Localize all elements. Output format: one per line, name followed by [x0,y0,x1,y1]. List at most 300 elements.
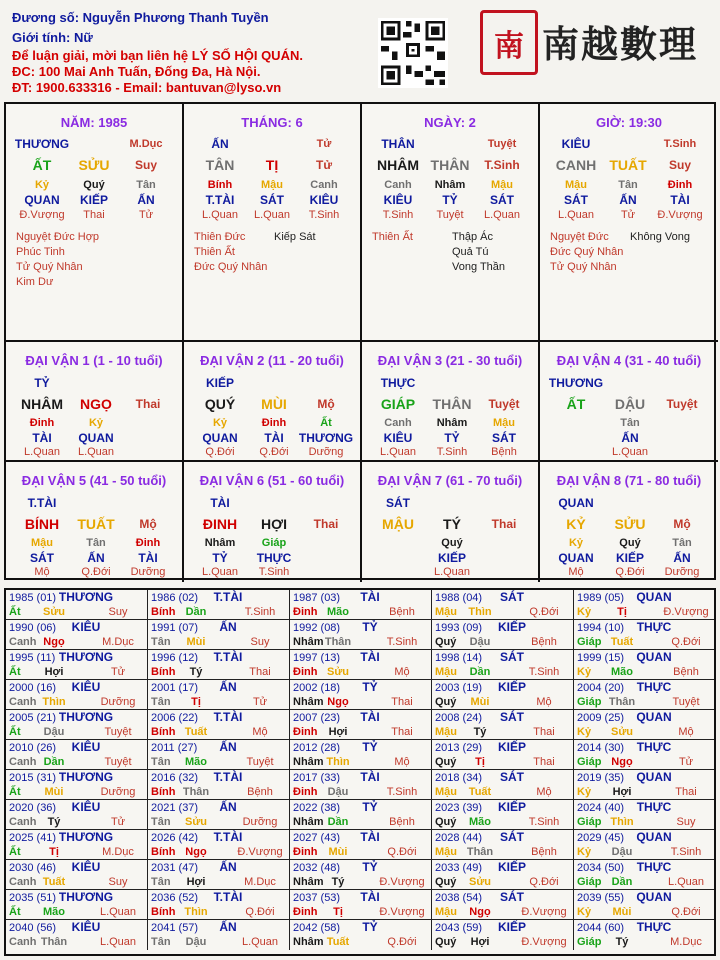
year-ten-god: SÁT [500,830,524,844]
phase-label: Tuyệt [666,397,698,411]
hidden-god: SÁT [564,193,588,207]
heavenly-stem: TÂN [205,157,235,173]
hidden-stem: Quý [83,179,105,191]
year-phase: T.Sinh [386,786,418,798]
year-branch: Tuất [42,876,66,888]
year-ten-god: KIẾP [497,800,527,814]
year-label: 1996 (12) [151,652,199,664]
hidden-phase: T.Sinh [382,209,414,221]
year-stem: Canh [9,816,37,828]
year-ten-god: KIẾP [497,620,527,634]
hidden-phase: T.Sinh [308,209,340,221]
year-cell [148,800,290,830]
year-label: 2000 (16) [9,682,57,694]
year-branch: Mão [43,906,65,918]
year-label: 2024 (40) [577,802,625,814]
year-phase: Dưỡng [100,786,136,798]
year-label: 2016 (32) [151,772,199,784]
year-cell [574,740,714,770]
year-ten-god: KIẾP [497,740,527,754]
earthly-branch: TUẤT [609,157,647,173]
year-ten-god: T.TÀI [213,650,243,664]
year-stem: Ất [9,726,21,738]
chart-table [4,102,716,580]
hidden-god: TÀI [32,431,52,445]
heavenly-stem: NHÂM [377,157,419,173]
hidden-stem: Đinh [261,417,287,429]
year-cell [574,800,714,830]
year-ten-god: THƯƠNG [58,650,114,664]
year-branch: Thân [324,636,352,648]
year-cell [148,830,290,860]
year-stem: Bính [151,786,176,798]
year-branch: Tý [47,816,61,828]
year-phase: Q.Đới [529,876,559,888]
year-branch: Tý [473,726,487,738]
hidden-phase: L.Quan [557,209,595,221]
year-branch: Tuất [468,786,492,798]
year-label: 2008 (24) [435,712,483,724]
auspicious-star: Đức Quý Nhân [550,246,624,258]
year-label: 2037 (53) [293,892,341,904]
year-stem: Giáp [577,756,602,768]
year-cell [290,890,432,920]
year-phase: Mộ [394,666,410,678]
hidden-god: QUAN [202,431,238,445]
year-phase: T.Sinh [528,816,560,828]
year-cell [6,800,148,830]
year-phase: Tử [110,816,126,828]
year-ten-god: T.TÀI [213,710,243,724]
year-ten-god: ẤN [219,620,237,634]
year-stem: Đinh [293,906,318,918]
year-cell [6,830,148,860]
year-phase: Thai [675,786,697,798]
luck-pillar-title: ĐẠI VẬN 2 (11 - 20 tuổi) [200,353,344,368]
phase-label: Thai [491,517,517,531]
year-cell [574,650,714,680]
year-branch: Thân [466,846,494,858]
year-label: 2009 (25) [577,712,625,724]
hidden-stem: Quý [619,537,641,549]
luck-pillar-title: ĐẠI VẬN 5 (41 - 50 tuổi) [21,473,167,488]
heavenly-stem: MẬU [382,516,414,532]
year-label: 2039 (55) [577,892,625,904]
year-label: 2010 (26) [9,742,57,754]
inauspicious-star: Quả Tú [452,246,489,258]
year-stem: Ất [9,606,21,618]
year-cell [574,620,714,650]
year-stem: Quý [435,756,457,768]
hidden-god: ẤN [137,193,155,207]
year-phase: Tuyệt [672,696,700,708]
year-stem: Mậu [435,726,457,738]
year-cell [6,860,148,890]
hidden-god: QUAN [78,431,114,445]
pillar-cell [540,104,718,342]
year-ten-god: KIÊU [71,740,101,754]
year-cell [148,770,290,800]
year-phase: Mộ [536,696,552,708]
year-phase: M.Dục [102,846,134,858]
year-branch: Thìn [326,756,350,768]
hidden-god: KIẾP [79,193,109,207]
year-phase: Dưỡng [100,696,136,708]
year-phase: Tuyệt [246,756,274,768]
year-cell [148,920,290,950]
year-phase: M.Dục [244,876,276,888]
year-stem: Tân [151,936,171,948]
inauspicious-star: Kiếp Sát [274,231,316,243]
auspicious-star: Kim Dư [16,276,54,288]
hidden-stem: Đinh [135,537,161,549]
ten-god-label: THƯƠNG [14,137,70,151]
hidden-phase: L.Quan [433,566,471,578]
year-ten-god: ẤN [219,680,237,694]
year-stem: Giáp [577,936,602,948]
phase-label: Tuyệt [487,138,517,150]
year-stem: Tân [151,636,171,648]
year-cell [574,770,714,800]
year-label: 2026 (42) [151,832,199,844]
year-stem: Nhâm [293,756,324,768]
year-cell [432,710,574,740]
year-stem: Quý [435,816,457,828]
hidden-god: QUAN [558,551,594,565]
year-label: 2027 (43) [293,832,341,844]
year-label: 1988 (04) [435,592,483,604]
year-ten-god: QUAN [636,770,672,784]
pillar-title: GIỜ: 19:30 [595,115,662,130]
year-phase: T.Sinh [528,666,560,678]
auspicious-star: Nguyệt Đức Hợp [16,231,100,243]
year-branch: Tuất [184,726,208,738]
year-cell [290,830,432,860]
hidden-god: SÁT [492,431,516,445]
pillar-cell [184,104,362,342]
year-label: 2022 (38) [293,802,341,814]
year-label: 2020 (36) [9,802,57,814]
year-stem: Tân [151,696,171,708]
hidden-phase: Q.Đới [81,566,111,578]
year-branch: Dậu [185,936,207,948]
year-cell [432,590,574,620]
earthly-branch: DẬU [614,396,646,412]
year-cell [574,590,714,620]
pillar-title: THÁNG: 6 [241,115,303,130]
heavenly-stem: NHÂM [21,396,63,412]
qr-code-icon[interactable] [378,18,448,88]
year-ten-god: T.TÀI [213,770,243,784]
year-stem: Kỷ [577,666,592,678]
year-branch: Mùi [470,696,490,708]
year-cell [432,920,574,950]
year-label: 2013 (29) [435,742,483,754]
ten-god-label: ẤN [211,137,229,151]
year-stem: Tân [151,876,171,888]
luck-pillar-title: ĐẠI VẬN 1 (1 - 10 tuổi) [25,353,163,368]
year-ten-god: SÁT [500,890,524,904]
auspicious-star: Đức Quý Nhân [194,261,268,273]
year-ten-god: ẤN [219,860,237,874]
year-phase: Bệnh [531,636,557,648]
year-ten-god: QUAN [636,650,672,664]
year-ten-god: TÀI [360,590,380,604]
annual-table [4,588,716,956]
year-branch: Tý [189,666,203,678]
hidden-god: SÁT [30,551,54,565]
year-stem: Ất [9,786,21,798]
year-phase: T.Sinh [386,636,418,648]
year-label: 2005 (21) [9,712,57,724]
hidden-phase: T.Sinh [258,566,290,578]
hidden-stem: Mậu [491,179,513,191]
year-phase: Bệnh [389,606,415,618]
year-stem: Tân [151,756,171,768]
hidden-stem: Kỷ [568,537,584,549]
year-phase: Bệnh [531,846,557,858]
year-phase: Q.Đới [387,936,417,948]
year-phase: Đ.Vượng [379,876,425,888]
ten-god-label: T.TÀI [27,496,57,510]
year-branch: Dậu [469,636,491,648]
earthly-branch: THÂN [432,396,472,412]
year-branch: Tị [475,756,485,768]
phase-label: M.Dục [129,138,163,150]
hidden-phase: L.Quan [201,209,239,221]
year-stem: Ất [9,906,21,918]
year-stem: Nhâm [293,696,324,708]
year-ten-god: THỰC [636,860,672,874]
year-branch: Mùi [328,846,348,858]
year-stem: Quý [435,876,457,888]
hidden-stem: Canh [384,179,412,191]
hidden-stem: Nhâm [436,417,468,429]
year-label: 1998 (14) [435,652,483,664]
hidden-phase: L.Quan [253,209,291,221]
year-label: 2014 (30) [577,742,625,754]
year-stem: Nhâm [293,636,324,648]
ten-god-label: TỶ [34,376,50,390]
year-stem: Mậu [435,606,457,618]
hidden-god: QUAN [24,193,60,207]
heavenly-stem: ĐINH [202,516,238,532]
hidden-god: THỰC [256,551,292,565]
year-stem: Mậu [435,906,457,918]
year-ten-god: THỰC [636,920,672,934]
luck-pillar-cell [362,342,540,462]
year-stem: Kỷ [577,606,592,618]
year-branch: Mùi [186,636,206,648]
year-cell [6,680,148,710]
year-ten-god: T.TÀI [213,830,243,844]
year-branch: Mão [185,756,207,768]
year-branch: Hợi [470,936,490,948]
year-cell [290,860,432,890]
year-ten-god: KIÊU [71,800,101,814]
hidden-god: KIÊU [309,193,339,207]
luck-pillar-title: ĐẠI VẬN 4 (31 - 40 tuổi) [556,353,702,368]
year-ten-god: TÀI [360,890,380,904]
year-ten-god: KIÊU [71,920,101,934]
year-label: 2011 (27) [151,742,198,754]
year-phase: Tử [110,666,126,678]
year-label: 1994 (10) [577,622,625,634]
year-cell [574,710,714,740]
year-phase: Đ.Vượng [663,606,709,618]
year-branch: Mùi [612,906,632,918]
hidden-phase: L.Quan [77,446,115,458]
pillar-title: NĂM: 1985 [60,115,128,130]
year-cell [148,620,290,650]
year-stem: Mậu [435,846,457,858]
year-cell [6,590,148,620]
hidden-stem: Quý [441,537,463,549]
year-ten-god: THỰC [636,680,672,694]
hidden-phase: Mộ [34,566,50,578]
year-stem: Kỷ [577,786,592,798]
hidden-god: SÁT [490,193,514,207]
hidden-phase: Dưỡng [308,446,344,458]
year-phase: Q.Đới [671,636,701,648]
year-label: 1986 (02) [151,592,199,604]
phase-label: Mộ [317,397,335,411]
heavenly-stem: QUÝ [204,396,236,412]
luck-pillar-cell [184,342,362,462]
hidden-phase: Q.Đới [205,446,235,458]
phase-label: Mộ [673,517,691,531]
year-branch: Thìn [468,606,492,618]
year-label: 1985 (01) [9,592,57,604]
year-branch: Sửu [326,666,350,678]
hidden-god: THƯƠNG [298,431,354,445]
hidden-phase: Đ.Vượng [657,209,703,221]
hidden-phase: Đ.Vượng [19,209,65,221]
year-ten-god: TỶ [362,680,378,694]
year-cell [432,860,574,890]
year-phase: Suy [108,876,128,888]
heavenly-stem: ẤT [32,157,52,173]
year-ten-god: ẤN [219,920,237,934]
earthly-branch: SỬU [78,157,110,173]
ten-god-label: THÂN [381,137,415,151]
year-label: 2038 (54) [435,892,483,904]
year-ten-god: KIÊU [71,620,101,634]
year-ten-god: KIÊU [71,860,101,874]
year-phase: Dưỡng [242,816,278,828]
luck-pillar-cell [6,342,184,462]
auspicious-star: Tử Quý Nhân [16,261,83,273]
year-stem: Mậu [435,666,457,678]
year-branch: Tuất [610,636,634,648]
year-cell [6,620,148,650]
ten-god-label: KIÊU [561,137,591,151]
year-phase: T.Sinh [244,606,276,618]
year-label: 2028 (44) [435,832,483,844]
hidden-god: KIẾP [437,551,467,565]
year-ten-god: THƯƠNG [58,590,114,604]
year-label: 2007 (23) [293,712,341,724]
luck-pillar-title: ĐẠI VẬN 7 (61 - 70 tuổi) [377,473,523,488]
year-cell [574,830,714,860]
year-stem: Ất [9,666,21,678]
year-label: 2017 (33) [293,772,341,784]
year-stem: Nhâm [293,816,324,828]
auspicious-star: Thiên Ất [194,246,235,258]
year-phase: Suy [250,636,270,648]
year-branch: Ngọ [327,696,349,708]
hidden-stem: Kỷ [88,417,104,429]
year-cell [290,800,432,830]
year-label: 2031 (47) [151,862,199,874]
year-ten-god: QUAN [636,590,672,604]
hidden-phase: Dưỡng [130,566,166,578]
year-branch: Hợi [612,786,632,798]
year-branch: Tý [331,876,345,888]
year-label: 2043 (59) [435,922,483,934]
year-phase: Mộ [252,726,268,738]
year-ten-god: KIẾP [497,680,527,694]
year-ten-god: ẤN [219,740,237,754]
year-cell [290,680,432,710]
year-phase: Thai [533,726,555,738]
pillar-cell [362,104,540,342]
year-ten-god: THỰC [636,800,672,814]
year-cell [6,890,148,920]
year-ten-god: T.TÀI [213,890,243,904]
year-cell [6,770,148,800]
year-ten-god: KIÊU [71,680,101,694]
hidden-phase: L.Quan [23,446,61,458]
year-cell [432,830,574,860]
year-label: 2036 (52) [151,892,199,904]
phone-email-line[interactable]: ĐT: 1900.633316 - Email: bantuvan@lyso.vn [12,80,282,95]
year-phase: T.Sinh [670,846,702,858]
year-ten-god: TÀI [360,650,380,664]
phase-label: T.Sinh [484,158,520,172]
contact-line: Để luận giải, mời bạn liên hệ LÝ SỐ HỘI QUÁN. [12,48,303,63]
year-label: 1997 (13) [293,652,341,664]
year-label: 2025 (41) [9,832,57,844]
year-label: 2012 (28) [293,742,341,754]
year-stem: Canh [9,696,37,708]
year-stem: Bính [151,666,176,678]
hidden-stem: Nhâm [434,179,466,191]
year-label: 2044 (60) [577,922,625,934]
year-stem: Đinh [293,846,318,858]
hidden-stem: Kỷ [212,417,228,429]
year-label: 2004 (20) [577,682,625,694]
year-ten-god: QUAN [636,710,672,724]
hidden-god: TÀI [670,193,690,207]
year-stem: Kỷ [577,846,592,858]
ten-god-label: KIẾP [205,376,235,390]
hidden-stem: Đinh [29,417,55,429]
year-cell [432,740,574,770]
year-branch: Hợi [328,726,348,738]
hidden-phase: L.Quan [201,566,239,578]
year-ten-god: THƯƠNG [58,830,114,844]
luck-pillar-title: ĐẠI VẬN 6 (51 - 60 tuổi) [199,473,345,488]
year-ten-god: QUAN [636,830,672,844]
hidden-god: T.TÀI [205,193,235,207]
hidden-phase: Tử [620,209,636,221]
hidden-stem: Tân [618,179,638,191]
luck-pillar-cell [362,462,540,582]
year-cell [148,710,290,740]
year-branch: Sửu [42,606,66,618]
year-cell [290,710,432,740]
